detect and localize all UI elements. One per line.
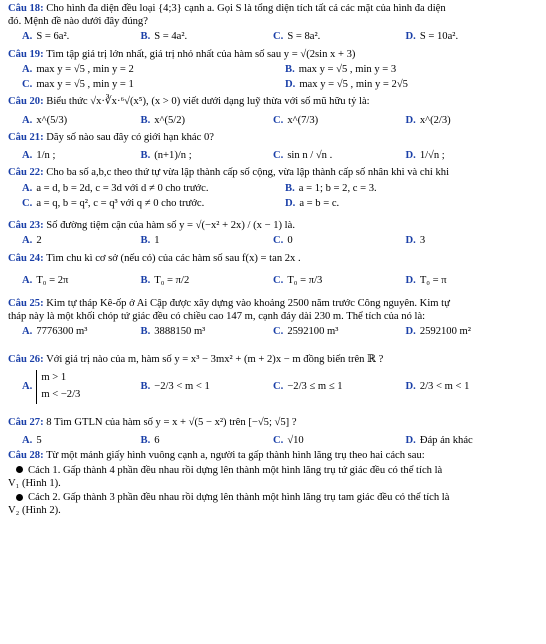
inequality-system: m > 1 m < −2/3 (36, 370, 80, 404)
question-stem-cont: tháp này là một khối chóp tứ giác đều có chiều cao 147 m, cạnh đáy dài 230 m. Thể tích của nó là: (8, 311, 426, 323)
option-a[interactable]: A. 7776300 m³ (22, 326, 88, 338)
option-a[interactable]: A.m > 1 m < −2/3 (8, 370, 141, 404)
question-18 (8, 2, 538, 44)
options (8, 30, 538, 43)
question-stem: Tìm chu kì cơ sở (nếu có) của các hàm số sau f(x) = tan 2x . (46, 252, 301, 264)
option-a[interactable]: A. x^(5/3) (22, 114, 68, 126)
bullet-method-1: Cách 1. Gấp thành 4 phần đều nhau rồi dựng lên thành một hình lăng trụ tứ giác đều có thể tích là V₁ (Hình 1). (8, 464, 443, 489)
options (8, 78, 538, 91)
question-stem: Biểu thức √x·∛x·⁶√(x⁵), (x > 0) viết dưới dạng luỹ thừa với số mũ hữu tỷ là: (46, 96, 370, 108)
option-d[interactable]: D. 2/3 < m < 1 (405, 381, 470, 393)
question-27 (8, 416, 538, 447)
question-label: Câu 22: (8, 167, 44, 179)
bullet-method-2: Cách 2. Gấp thành 3 phần đều nhau rồi dựng lên thành một hình lăng trụ tam giác đều có thể tích là V₂ (Hình 2). (8, 491, 450, 517)
options (8, 149, 538, 162)
question-23 (8, 219, 538, 247)
option-c[interactable]: C. 0 (273, 235, 293, 247)
bullet-dot-icon (16, 466, 23, 473)
question-stem: Số đường tiệm cận của hàm số y = √(−x² + 2x) / (x − 1) là. (46, 220, 295, 232)
question-stem: Với giá trị nào của m, hàm số y = x³ − 3mx² + (m + 2)x − m đồng biến trên ℝ ? (46, 353, 384, 365)
option-d[interactable]: D. Đáp án khác (405, 435, 473, 447)
option-c[interactable]: C. −2/3 ≤ m ≤ 1 (273, 381, 343, 393)
question-stem-cont: đó. Mệnh đề nào dưới đây đúng? (8, 16, 148, 28)
option-c[interactable]: C. √10 (273, 435, 304, 447)
option-b[interactable]: B. x^(5/2) (140, 114, 186, 126)
question-stem: Cho ba số a,b,c theo thứ tự vừa lập thành cấp số cộng, vừa lập thành cấp số nhân khi và chỉ khi (46, 167, 450, 179)
option-d[interactable]: D. a = b = c. (285, 197, 340, 209)
option-d[interactable]: D. 1/√n ; (405, 150, 445, 162)
question-label: Câu 20: (8, 96, 44, 108)
option-c[interactable]: C. a = q, b = q², c = q³ với q ≠ 0 cho trước. (22, 197, 205, 209)
question-25 (8, 297, 538, 339)
question-stem: Tìm tập giá trị lớn nhất, giá trị nhỏ nhất của hàm số sau y = √(2sin x + 3) (46, 48, 356, 60)
options (8, 182, 538, 195)
option-b[interactable]: B. 6 (140, 435, 160, 447)
question-24 (8, 252, 538, 287)
question-stem: Kim tự tháp Kê-ốp ở Ai Cập được xây dựng vào khoảng 2500 năm trước Công nguyên. Kim tự (46, 297, 450, 309)
question-21 (8, 131, 538, 162)
option-b[interactable]: B. −2/3 < m < 1 (140, 381, 210, 393)
question-label: Câu 27: (8, 416, 44, 428)
option-c[interactable]: C. 2592100 m³ (273, 326, 339, 338)
question-label: Câu 26: (8, 353, 44, 365)
option-a[interactable]: A. T₀ = 2π (22, 274, 69, 286)
option-b[interactable]: B. T₀ = π/2 (140, 274, 190, 286)
option-a[interactable]: A. 1/n ; (22, 150, 56, 162)
option-d[interactable]: D. max y = √5 , min y = 2√5 (285, 79, 408, 91)
option-d[interactable]: D. 3 (405, 235, 426, 247)
option-b[interactable]: B. (n+1)/n ; (140, 150, 192, 162)
option-a[interactable]: A. 2 (22, 235, 42, 247)
question-label: Câu 24: (8, 252, 44, 264)
option-c[interactable]: C. T₀ = π/3 (273, 274, 323, 286)
option-a[interactable]: A. 5 (22, 435, 42, 447)
question-label: Câu 25: (8, 297, 44, 309)
question-label: Câu 28: (8, 450, 44, 462)
options (8, 234, 538, 247)
question-28 (8, 449, 538, 517)
question-label: Câu 19: (8, 48, 44, 60)
options (8, 197, 538, 210)
option-b[interactable]: B. S = 4a². (140, 31, 188, 43)
options (8, 63, 538, 76)
question-label: Câu 21: (8, 131, 44, 143)
question-stem: Cho hình đa diện đều loại {4;3} cạnh a. Gọi S là tổng diện tích tất cả các mặt của hình đa diện (46, 3, 446, 14)
option-d[interactable]: D. S = 10a². (405, 31, 459, 43)
bullet-dot-icon (16, 494, 23, 501)
question-stem: Từ một mảnh giấy hình vuông cạnh a, người ta gấp thành hình lăng trụ theo hai cách sau: (46, 450, 425, 462)
question-label: Câu 18: (8, 3, 44, 14)
option-c[interactable]: C. S = 8a². (273, 31, 321, 43)
options (8, 370, 538, 404)
option-c[interactable]: C. sin n / √n . (273, 150, 333, 162)
options (8, 434, 538, 447)
option-b[interactable]: B. a = 1; b = 2, c = 3. (285, 182, 377, 194)
options (8, 325, 538, 338)
option-a[interactable]: A. max y = √5 , min y = 2 (22, 63, 134, 75)
option-c[interactable]: C. x^(7/3) (273, 114, 319, 126)
option-b[interactable]: B. max y = √5 , min y = 3 (285, 63, 397, 75)
option-b[interactable]: B. 1 (140, 235, 160, 247)
option-c[interactable]: C. max y = √5 , min y = 1 (22, 79, 134, 91)
question-stem: 8 Tìm GTLN của hàm số y = x + √(5 − x²) trên [−√5; √5] ? (46, 416, 297, 428)
option-d[interactable]: D. x^(2/3) (405, 114, 451, 126)
question-20 (8, 95, 538, 126)
options (8, 114, 538, 127)
question-label: Câu 23: (8, 220, 44, 232)
option-b[interactable]: B. 3888150 m³ (140, 326, 206, 338)
option-d[interactable]: D. 2592100 m² (405, 326, 471, 338)
question-19 (8, 48, 538, 92)
question-22 (8, 166, 538, 210)
options (8, 274, 538, 287)
question-26 (8, 353, 538, 404)
question-stem: Dãy số nào sau đây có giới hạn khác 0? (46, 131, 214, 143)
option-a[interactable]: A. a = d, b = 2d, c = 3d với d ≠ 0 cho trước. (22, 182, 209, 194)
option-a[interactable]: A. S = 6a². (22, 31, 70, 43)
option-d[interactable]: D. T₀ = π (405, 274, 447, 286)
